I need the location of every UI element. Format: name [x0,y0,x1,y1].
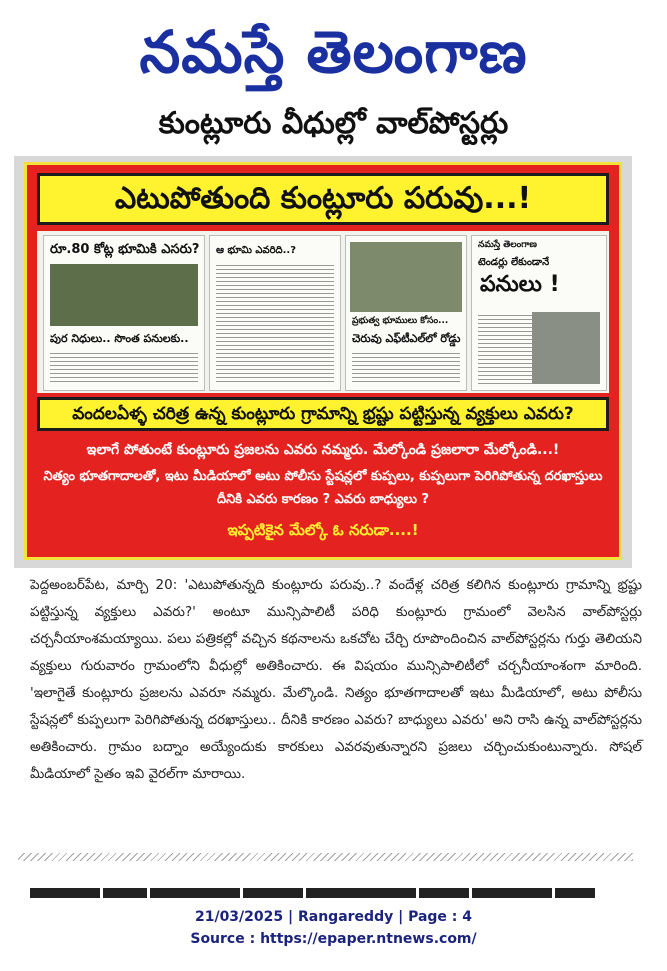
clipping-3 [345,235,467,391]
clipping-1 [43,235,205,391]
clipping-3-headline: చెరువు ఎఫ్‌టీఎల్‌లో రోడ్డు [352,332,461,345]
page-footer [0,906,667,950]
clipping-1-text [50,350,198,384]
wall-poster [24,162,622,560]
clipping-2 [209,235,341,391]
clipping-2-headline: ఆ భూమి ఎవరిది..? [216,245,297,256]
clipping-4-small-headline: టెండర్లు లేకుండానే [478,257,550,268]
article-body: పెద్దఅంబర్‌పేట, మార్చి 20: 'ఎటుపోతున్నది కుంట్లూరు పరువు..? వందేళ్ల చరిత్ర కలిగిన కుంట్లూరు గ్రామాన్ని భ్రష్టు పట్టిస్తున్న వ్యక్తులు ఎవరు?' అంటూ మున్సిపాలిటీ పరిధి కుంట్లూరు గ్రామంలో వెలసిన వాల్‌పోస్టర్లు చర్చనీయాంశమయ్యాయి. పలు పత్రికల్లో వచ్చిన కథనాలను ఒకచోట చేర్చి రూపొందించిన వాల్‌పోస్టర్లను గుర్తు తెలియని వ్యక్తులు గురువారం గ్రామంలోని వీధుల్లో అతికించారు. ఈ విషయం మున్సిపాలిటీలో చర్చనీయాంశంగా మారింది. 'ఇలాగైతే కుంట్లూరు ప్రజలను ఎవరూ నమ్మరు. మేల్కొండి. నిత్యం భూతగాదాలతో ఇటు మీడియాలో, అటు పోలీసు స్టేషన్లలో కుప్పలుగా పెరిగిపోతున్న దరఖాస్తులు.. దీనికి కారణం ఎవరు? బాధ్యులు ఎవరు' అని రాసి ఉన్న వాల్‌పోస్టర్లను అతికించారు. గ్రామం బద్నాం అయ్యేందుకు కారకులు ఎవరవుతున్నారని ప్రజలు చర్చించుకుంటున్నారు. సోషల్ మీడియాలో సైతం ఇవి వైరల్‌గా మారాయి. [30,577,642,782]
clipping-1-subheadline: పుర నిధులు.. సొంత పనులకు.. [50,332,189,345]
section-divider [18,853,633,861]
poster-banner: ఎటుపోతుంది కుంట్లూరు పరువు...! [37,173,609,225]
clipping-4-photo [532,312,600,384]
clipping-3-photo [350,242,462,312]
masthead-logo: నమస్తే తెలంగాణ [139,18,528,86]
article-headline: కుంట్లూరు వీధుల్లో వాల్‌పోస్టర్లు [158,106,509,141]
clipping-3-subheadline: ప్రభుత్వ భూములు కోసం... [352,316,449,326]
next-headline-cropped [30,874,620,898]
clipping-4-headline: పనులు ! [480,272,560,297]
wall-poster-photo [14,156,632,568]
clipping-2-text [216,262,334,384]
poster-line-3: నిత్యం భూతగాదాలతో, ఇటు మీడియాలో అటు పోలీసు స్టేషన్లలో కుప్పలు, కుప్పలుగా పెరిగిపోతున్న దరఖాస్తులు దీనికి ఎవరు కారణం ? ఎవరు బాధ్యులు ? [43,469,603,507]
poster-clippings [37,231,609,393]
clipping-4-brand: నమస్తే తెలంగాణ [478,240,537,250]
clipping-4 [471,235,607,391]
poster-line-2: ఇలాగే పోతుంటే కుంట్లూరు ప్రజలను ఎవరు నమ్మరు. మేల్కోండి ప్రజలారా మేల్కోండి...! [86,442,560,458]
clipping-3-text [352,350,460,384]
footer-date-edition: 21/03/2025 | Rangareddy | Page : 4 [194,909,473,925]
footer-source-link[interactable]: Source : https://epaper.ntnews.com/ [190,931,477,947]
poster-line-1: వందలఏళ్ళ చరిత్ర ఉన్న కుంట్లూరు గ్రామాన్ని భ్రష్టు పట్టిస్తున్న వ్యక్తులు ఎవరు? [37,397,609,431]
clipping-4-text [478,312,532,384]
clipping-1-headline: రూ.80 కోట్ల భూమికి ఎసరు? [50,242,200,257]
clipping-1-photo [50,264,198,326]
poster-line-4: ఇప్పటికైన మేల్కో ఓ నరుడా....! [227,521,419,539]
